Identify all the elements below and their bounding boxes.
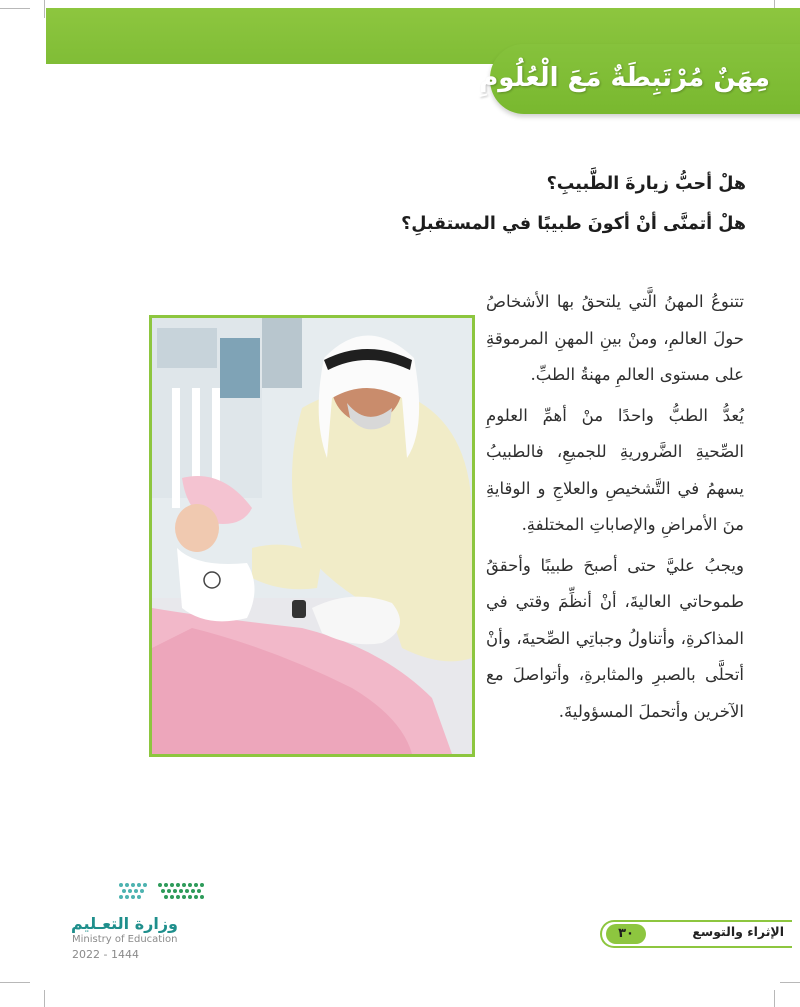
ministry-name-english: Ministry of Education bbox=[72, 934, 178, 945]
ministry-name-arabic: وزارة التعـليم bbox=[71, 914, 178, 933]
page-number: ٣٠ bbox=[606, 924, 646, 944]
body-paragraph-2: يُعدُّ الطبُّ واحدًا منْ أهمِّ العلومِ الصِّحيةِ الضَّروريةِ للجميعِ، فالطبيبُ يسهمُ في التَّشخيصِ والعلاجِ و الوقايةِ منَ الأمراضِ والإصاباتِ المختلفةِ. bbox=[486, 405, 744, 534]
edition-year: 2022 - 1444 bbox=[72, 948, 139, 961]
crop-mark bbox=[780, 982, 800, 983]
photo-illustration bbox=[152, 318, 472, 754]
crop-mark bbox=[0, 982, 30, 983]
body-paragraph-1: تتنوعُ المهنُ الَّتي يلتحقُ بها الأشخاصُ حولَ العالمِ، ومنْ بينِ المهنِ المرموقةِ على مستوى العالمِ مهنةُ الطبِّ. bbox=[486, 292, 744, 384]
crop-mark bbox=[774, 990, 775, 1007]
page-title: مِهَنٌ مُرْتَبِطَةٌ مَعَ الْعُلُومِ bbox=[479, 63, 770, 93]
ministry-logo bbox=[72, 880, 212, 960]
crop-mark bbox=[44, 0, 45, 18]
question-1: هلْ أحبُّ زيارةَ الطَّبيبِ؟ bbox=[546, 174, 746, 194]
footer-section-label: الإثراء والتوسع bbox=[692, 924, 784, 939]
doctor-with-infant-photo bbox=[149, 315, 475, 757]
question-2: هلْ أتمنَّى أنْ أكونَ طبيبًا في المستقبلِ؟ bbox=[401, 214, 746, 234]
body-paragraph-3: ويجبُ عليَّ حتى أصبحَ طبيبًا وأحققُ طموحاتي العاليةَ، أنْ أنظِّمَ وقتي في المذاكرةِ، وأتناولُ وجباتِي الصِّحيةَ، وأنْ أتحلَّى بالصبرِ والمثابرةِ، وأتواصلَ مع الآخرين وأتحملَ المسؤوليةَ. bbox=[486, 555, 744, 721]
ministry-logo-icon bbox=[116, 880, 206, 910]
crop-mark bbox=[0, 8, 30, 9]
crop-mark bbox=[44, 990, 45, 1007]
body-text bbox=[486, 284, 744, 734]
